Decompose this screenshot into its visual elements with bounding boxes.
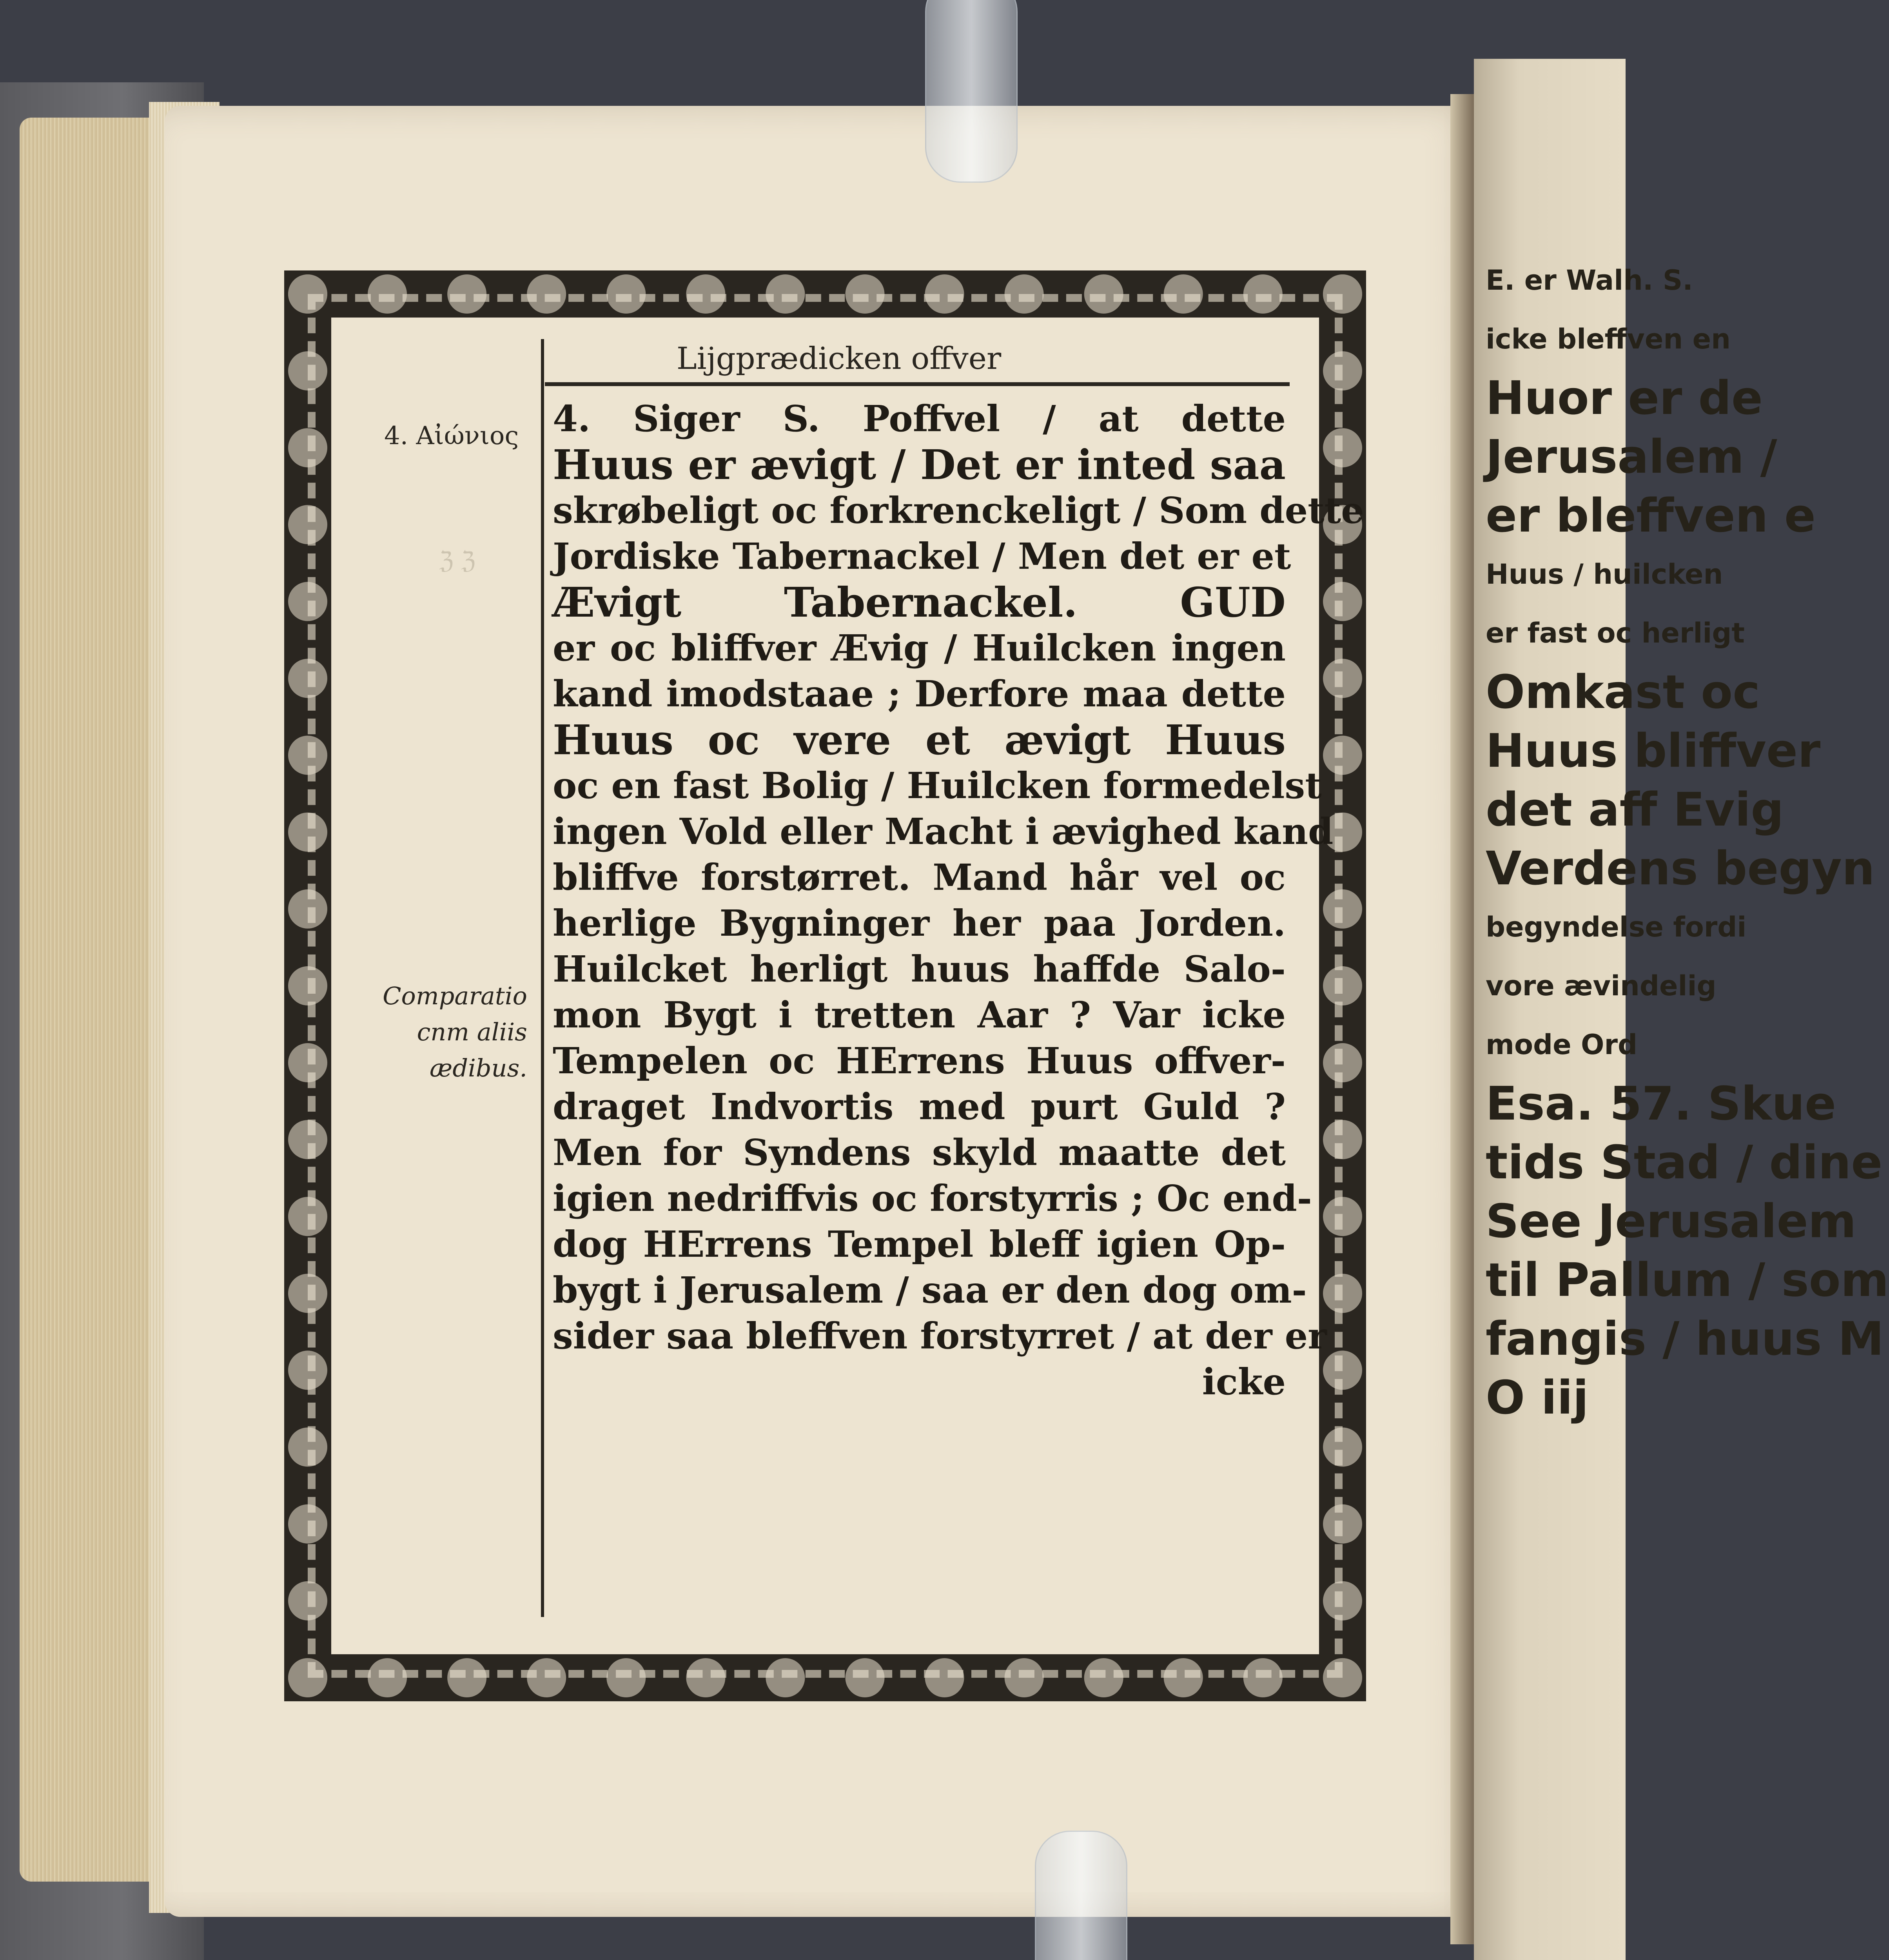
facing-line: er bleffven e — [1486, 488, 1816, 543]
text-line: Men for Syndens skyld maatte det — [553, 1131, 1286, 1174]
page-clip-bottom — [1035, 1831, 1127, 1960]
show-through-ghost: ℨ ℨ — [439, 547, 476, 574]
facing-line: Huus / huilcken — [1486, 558, 1723, 590]
facing-line: til Pallum / som — [1486, 1253, 1889, 1307]
facing-line: er fast oc herligt — [1486, 617, 1745, 649]
running-head: Lijgprædicken offver — [676, 341, 1002, 376]
facing-line: Verdens begyn — [1486, 841, 1875, 895]
facing-line: O iij — [1486, 1370, 1589, 1425]
margin-note-greek: 4. Αἰώνιος — [384, 421, 519, 450]
facing-line: Huus bliffver — [1486, 724, 1821, 778]
facing-line: See Jerusalem — [1486, 1194, 1856, 1248]
text-line: Ævigt Tabernackel. GUD — [553, 578, 1286, 626]
facing-line: fangis / huus M — [1486, 1312, 1884, 1366]
text-line: Tempelen oc HErrens Huus offver- — [553, 1040, 1286, 1082]
facing-line: mode Ord — [1486, 1029, 1638, 1061]
text-line: skrøbeligt oc forkrenckeligt / Som dette — [553, 489, 1364, 532]
facing-line: Huor er de — [1486, 371, 1763, 425]
facing-line: begyndelse fordi — [1486, 911, 1747, 943]
text-line: draget Indvortis med purt Guld ? — [553, 1085, 1286, 1128]
text-line: dog HErrens Tempel bleff igien Op- — [553, 1223, 1286, 1265]
text-line: ingen Vold eller Macht i ævighed kand — [553, 810, 1334, 853]
text-line: Huus er ævigt / Det er inted saa — [553, 441, 1286, 489]
text-line: 4. Siger S. Poffvel / at dette — [553, 397, 1286, 440]
facing-line: tids Stad / dine — [1486, 1135, 1883, 1189]
text-line: sider saa bleffven forstyrret / at der er — [553, 1315, 1327, 1357]
column-rule — [541, 339, 544, 1617]
text-line: oc en fast Bolig / Huilcken formedelst — [553, 764, 1322, 807]
facing-line: Jerusalem / — [1486, 430, 1777, 484]
text-line: herlige Bygninger her paa Jorden. — [553, 902, 1286, 944]
text-line: bliffve forstørret. Mand hår vel oc — [553, 856, 1286, 898]
text-line: kand imodstaae ; Derfore maa dette — [553, 673, 1286, 715]
facing-line: icke bleffven en — [1486, 323, 1731, 355]
page-clip-top — [925, 0, 1018, 183]
header-rule — [545, 382, 1290, 386]
facing-line: Omkast oc — [1486, 665, 1760, 719]
text-line: Huus oc vere et ævigt Huus — [553, 716, 1286, 764]
catchword: icke — [1202, 1361, 1286, 1403]
facing-line: E. er Walh. S. — [1486, 264, 1693, 296]
text-line: bygt i Jerusalem / saa er den dog om- — [553, 1269, 1307, 1311]
text-line: Huilcket herligt huus haffde Salo- — [553, 948, 1286, 990]
text-line: Jordiske Tabernackel / Men det er et — [553, 535, 1291, 577]
margin-note-latin: Comparatio cnm aliis ædibus. — [383, 982, 527, 1082]
facing-line: det aff Evig — [1486, 782, 1784, 837]
text-line: mon Bygt i tretten Aar ? Var icke — [553, 994, 1286, 1036]
facing-line: Esa. 57. Skue — [1486, 1076, 1836, 1131]
text-line: igien nedriffvis oc forstyrris ; Oc end- — [553, 1177, 1312, 1220]
body-text — [553, 396, 1364, 1405]
text-line: er oc bliffver Ævig / Huilcken ingen — [553, 627, 1286, 669]
facing-page-text — [1486, 251, 1889, 1427]
facing-line: vore ævindelig — [1486, 970, 1717, 1002]
